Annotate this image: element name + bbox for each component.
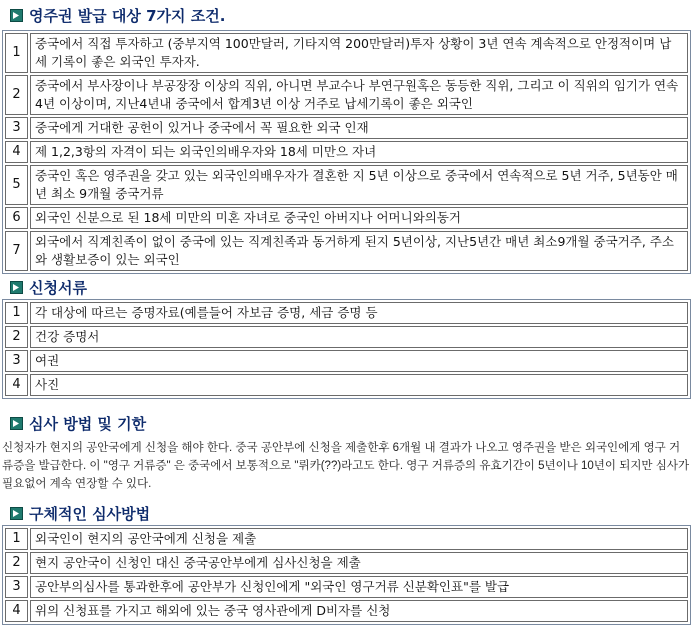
table-row [5,350,688,372]
row-number: 3 [5,350,28,372]
row-text: 사진 [30,374,688,396]
table-row [5,302,688,324]
row-text: 외국인 신분으로 된 18세 미만의 미혼 자녀로 중국인 아버지나 어머니와의동거 [30,207,688,229]
section-title-text: 신청서류 [29,278,87,297]
section-title-text: 영주권 발급 대상 7가지 조건. [29,6,226,25]
row-number: 4 [5,141,28,163]
row-text: 중국에게 거대한 공헌이 있거나 중국에서 꼭 필요한 외국 인재 [30,117,688,139]
documents-table [2,299,691,399]
row-text: 위의 신청표를 가지고 해외에 있는 중국 영사관에게 D비자를 신청 [30,600,688,622]
table-row [5,326,688,348]
row-number: 1 [5,528,28,550]
row-text: 현지 공안국이 신청인 대신 중국공안부에게 심사신청을 제출 [30,552,688,574]
section-title-procedure [10,501,695,525]
section-title-documents [10,275,695,299]
row-text: 건강 증명서 [30,326,688,348]
table-row [5,552,688,574]
row-number: 3 [5,576,28,598]
document-icon [10,417,23,430]
table-row [5,141,688,163]
row-number: 1 [5,302,28,324]
row-number: 1 [5,33,28,73]
conditions-table [2,30,691,274]
procedure-table [2,525,691,625]
row-number: 2 [5,552,28,574]
section-title-conditions [10,3,695,27]
table-row [5,207,688,229]
row-text: 제 1,2,3항의 자격이 되는 외국인의배우자와 18세 미만으 자녀 [30,141,688,163]
table-row [5,374,688,396]
table-row [5,33,688,73]
document-icon [10,9,23,22]
row-number: 2 [5,326,28,348]
row-text: 외국에서 직계친족이 없이 중국에 있는 직계친족과 동거하게 된지 5년이상, 지난5년간 매년 최소9개월 중국거주, 주소와 생활보증이 있는 외국인 [30,231,688,271]
row-text: 중국인 혹은 영주권을 갖고 있는 외국인의배우자가 결혼한 지 5년 이상으로 중국에서 연속적으로 5년 거주, 5년동안 매년 최소 9개월 중국거류 [30,165,688,205]
document-icon [10,507,23,520]
row-text: 중국에서 부사장이나 부공장장 이상의 직위, 아니면 부교수나 부연구원혹은 동등한 직위, 그리고 이 직위의 임기가 연속4년 이상이며, 지난4년내 중국에서 합계3년 이상 거주로 납세기록이 좋은 외국인 [30,75,688,115]
row-number: 6 [5,207,28,229]
row-text: 공안부의심사를 통과한후에 공안부가 신청인에게 "외국인 영구거류 신분확인표"를 발급 [30,576,688,598]
row-number: 5 [5,165,28,205]
section-title-text: 구체적인 심사방법 [29,504,151,523]
table-row [5,600,688,622]
row-text: 각 대상에 따르는 증명자료(예를들어 자보금 증명, 세금 증명 등 [30,302,688,324]
row-number: 3 [5,117,28,139]
row-number: 4 [5,374,28,396]
section-title-text: 심사 방법 및 기한 [29,414,147,433]
table-row [5,528,688,550]
review-paragraph: 신청자가 현지의 공안국에게 신청을 해야 한다. 중국 공안부에 신청을 제출한후 6개월 내 결과가 나오고 영주권을 받은 외국인에게 영구 거류증을 발급한다. 이 "영구 거류증" 은 중국에서 보통적으로 "뤼카(??)라고도 한다. 영구 거류증의 유효기간이 5년이나 10년이 되지만 심사가 필요없어 계속 연장할 수 있다. [2,442,690,490]
table-row [5,576,688,598]
document-icon [10,281,23,294]
row-text: 여권 [30,350,688,372]
table-row [5,117,688,139]
section-title-review [10,411,695,435]
row-number: 2 [5,75,28,115]
row-number: 7 [5,231,28,271]
table-row [5,75,688,115]
row-text: 중국에서 직접 투자하고 (중부지역 100만달러, 기타지역 200만달러)투자 상황이 3년 연속 계속적으로 안정적이며 납세 기록이 좋은 외국인 투자자. [30,33,688,73]
table-row [5,165,688,205]
row-number: 4 [5,600,28,622]
row-text: 외국인이 현지의 공안국에게 신청을 제출 [30,528,688,550]
table-row [5,231,688,271]
